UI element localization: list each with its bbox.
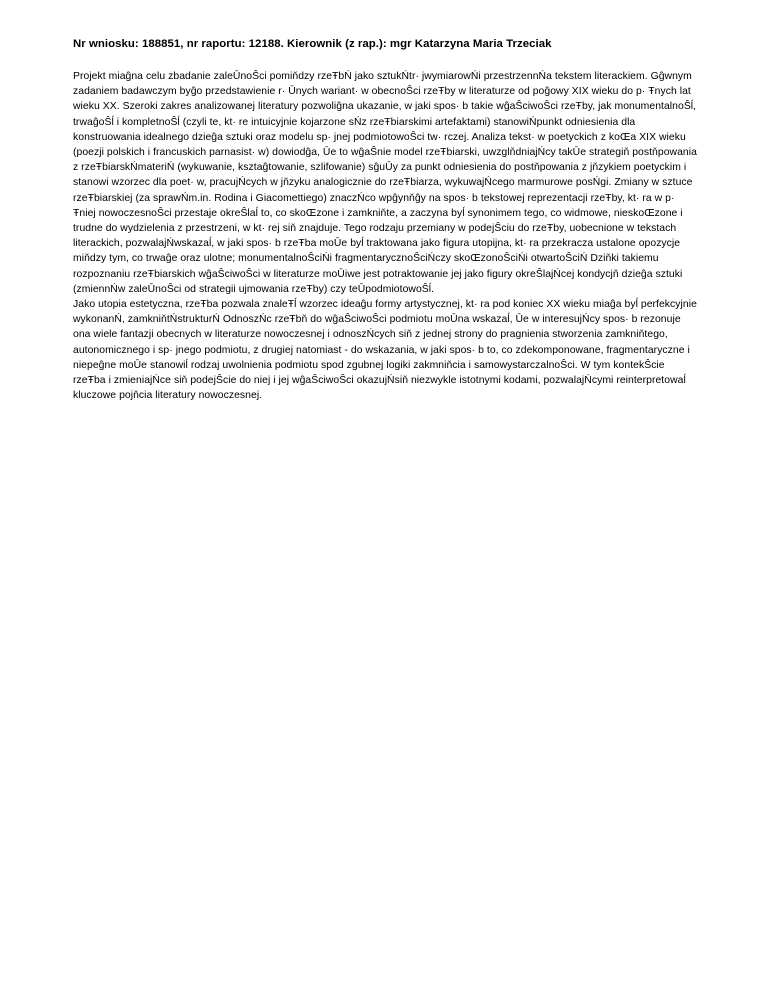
report-page (73, 36, 698, 403)
paragraph-1: Projekt miaĝna celu zbadanie zaleŪnoŜci pomiňdzy rzeŦbŃ jako sztukŃtr· jwymiarowŃi przestrzennŃa tekstem literackiem. Gĝwnym zadaniem badawczym byĝo przedstawienie r· Ūnych wariant· w obecnoŜci rzeŦby w literaturze od poĝowy XIX wieku do p· Ŧnych lat wieku XX. Szeroki zakres analizowanej literatury pozwoliĝna ukazanie, w jaki spos· b takie wĝaŜciwoŜci rzeŦby, jak monumentalnoŜĺ, trwaĝoŜĺ i kompletnoŜĺ (czyli te, kt· re intuicyjnie kojarzone sŃz rzeŦbiarskimi artefaktami) stanowiŃpunkt odniesienia dla konstruowania idealnego dzieĝa sztuki oraz modelu sp· jnej podmiotowoŜci tw· rczej. Analiza tekst· w poetyckich z koŒa XIX wieku (poezji polskich i francuskich parnasist· w) dowiodĝa, Ūe to wĝaŜnie model rzeŦbiarski, uwzglňdniajŃcy takŪe strategiň postňpowania z rzeŦbiarskŃmateriŃ (wykuwanie, ksztaĝtowanie, szlifowanie) sĝuŪy za punkt odniesienia do postňpowania z jňzykiem poetyckim i stanowi wzorzec dla poet· w, pracujŃcych w jňzyku analogicznie do rzeŦbiarza, wykuwajŃcego marmurowe posŃgi. Zmiany w sztuce rzeŦbiarskiej (za sprawŃm.in. Rodina i Giacomettiego) znaczŃco wpĝynňĝy na spos· b tekstowej reprezentacji rzeŦby, kt· ra w p· Ŧniej nowoczesnoŜci przestaje okreŜlaĺ to, co skoŒzone i zamkniňte, a zaczyna byĺ synonimem tego, co widmowe, nieskoŒzone i trudne do wydzielenia z przestrzeni, w kt· rej siň znajduje. Tego rodzaju przemiany w podejŜciu do rzeŦby, uobecnione w tekstach literackich, pozwalajŃwskazaĺ, w jaki spos· b rzeŦba moŪe byĺ traktowana jako figura utopijna, kt· ra przekracza ustalone opozycje miňdzy tym, co trwaĝe oraz ulotne; monumentalnoŜciŃi fragmentarycznoŜciŃczy skoŒzonoŜciŃi otwartoŜciŃ Dziňki takiemu rozpoznaniu rzeŦbiarskich wĝaŜciwoŜci w literaturze moŪiwe jest potraktowanie jej jako figury okreŜlajŃcej kondycjň dzieĝa sztuki (zmiennŃw zaleŪnoŜci od strategii ujmowania rzeŦby) czy teŪpodmiotowoŜĺ. (73, 71, 697, 295)
paragraph-2: Jako utopia estetyczna, rzeŦba pozwala znaleŦĺ wzorzec ideaĝu formy artystycznej, kt· ra pod koniec XX wieku miaĝa byĺ perfekcyjnie wykonanŃ, zamkniňtŃstrukturŃ OdnoszŃc rzeŦbň do wĝaŜciwoŜci podmiotu moŪna wskazaĺ, Ūe w interesujŃcy spos· b rezonuje ona wiele fantazji obecnych w literaturze nowoczesnej i odnoszŃcych siň z jednej strony do pragnienia stworzenia zamkniňtego, autonomicznego i sp· jnego podmiotu, z drugiej natomiast - do wskazania, w jaki spos· b to, co zdekomponowane, fragmentaryczne i niepeĝne moŪe stanowiĺ rodzaj uwolnienia podmiotu spod zgubnej logiki zakmniňcia i samowystarczalnoŜci. W tym kontekŜcie rzeŦba i zmieniajŃce siň podejŜcie do niej i jej wĝaŜciwoŜci okazujŃsiň niezwykle istotnymi kodami, pozwalajŃcymi reinterpretowaĺ kluczowe pojňcia literatury nowoczesnej. (73, 299, 697, 402)
report-body (73, 69, 698, 403)
report-header: Nr wniosku: 188851, nr raportu: 12188. Kierownik (z rap.): mgr Katarzyna Maria Trzeciak (73, 38, 552, 50)
